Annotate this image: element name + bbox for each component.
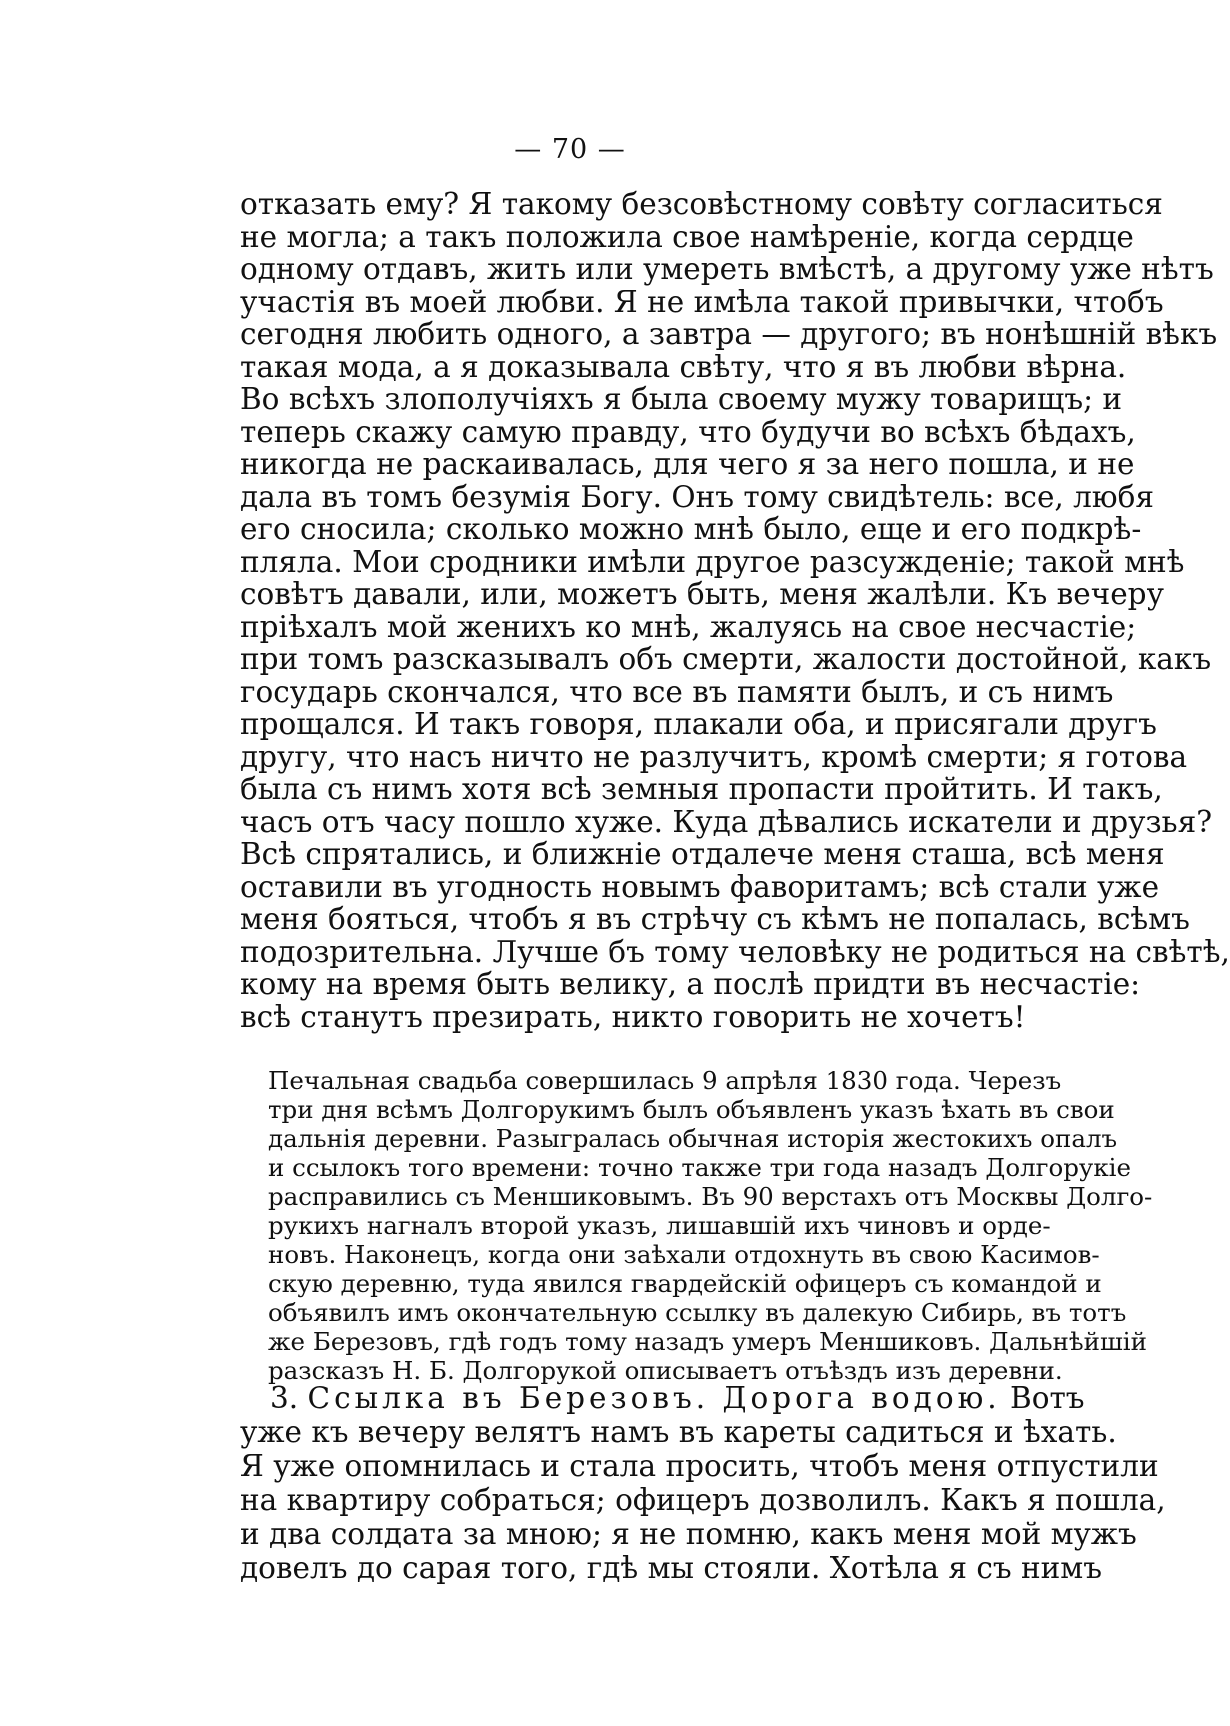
note-line: три дня всѣмъ Долгорукимъ былъ объявленъ указъ ѣхать въ свои [268, 1095, 1115, 1124]
note-line: разсказъ Н. Б. Долгорукой описываетъ отъѣздъ изъ деревни. [268, 1356, 1063, 1385]
text-line: уже къ вечеру велятъ намъ въ кареты садиться и ѣхать. [240, 1415, 1117, 1449]
text-line: подозрительна. Лучше бъ тому человѣку не родиться на свѣтѣ, [240, 934, 1230, 969]
section-3 [240, 1381, 1166, 1585]
text-line: его сносила; сколько можно мнѣ было, еще и его подкрѣ- [240, 512, 1142, 546]
note-line: рукихъ нагналъ второй указъ, лишавшій ихъ чиновъ и орде- [268, 1211, 1051, 1240]
main-text [240, 187, 1230, 1034]
section-heading-number: 3. [270, 1381, 299, 1415]
text-line: была съ нимъ хотя всѣ земныя пропасти пройтить. И такъ, [240, 772, 1163, 806]
text-line: и два солдата за мною; я не помню, какъ меня мой мужъ [240, 1517, 1137, 1551]
text-line: участія въ моей любви. Я не имѣла такой привычки, чтобъ [240, 284, 1164, 319]
note-line: расправились съ Меншиковымъ. Въ 90 верстахъ отъ Москвы Долго- [268, 1182, 1153, 1211]
text-line: Всѣ спрятались, и ближніе отдалече меня сташа, всѣ меня [240, 837, 1165, 871]
text-line: не могла; а такъ положила свое намѣреніе, когда сердце [240, 219, 1134, 254]
text-line: дала въ томъ безумія Богу. Онъ тому свидѣтель: все, любя [240, 479, 1154, 514]
section-heading: Ссылка въ Березовъ. Дорога водою. [307, 1381, 1001, 1415]
text-line: теперь скажу самую правду, что будучи во всѣхъ бѣдахъ, [240, 414, 1136, 449]
text-line: часъ отъ часу пошло хуже. Куда дѣвались искатели и друзья? [240, 804, 1213, 839]
note-line: новъ. Наконецъ, когда они заѣхали отдохнуть въ свою Касимов- [268, 1240, 1100, 1269]
section-heading-line [240, 1381, 1085, 1415]
text-line: довелъ до сарая того, гдѣ мы стояли. Хотѣла я съ нимъ [240, 1551, 1103, 1585]
text-line: пляла. Мои сродники имѣли другое разсужденіе; такой мнѣ [240, 544, 1185, 579]
note-line: же Березовъ, гдѣ годъ тому назадъ умеръ Меншиковъ. Дальнѣйшій [268, 1327, 1147, 1356]
note-line: Печальная свадьба совершилась 9 апрѣля 1830 года. Черезъ [268, 1066, 1062, 1095]
text-line: меня бояться, чтобъ я въ стрѣчу съ кѣмъ не попалась, всѣмъ [240, 902, 1190, 936]
note-line: объявилъ имъ окончательную ссылку въ далекую Сибирь, въ тотъ [268, 1298, 1127, 1327]
text-line: никогда не раскаивалась, для чего я за него пошла, и не [240, 447, 1135, 481]
text-line: сегодня любить одного, а завтра — другого; въ нонѣшній вѣкъ [240, 317, 1218, 351]
text-line: государь скончался, что все въ памяти былъ, и съ нимъ [240, 674, 1114, 709]
page-number: — 70 — [514, 134, 626, 165]
text-line: кому на время быть велику, а послѣ придти въ несчастіе: [240, 967, 1141, 1001]
text-line: Я уже опомнилась и стала просить, чтобъ меня отпустили [240, 1449, 1159, 1483]
text-line: такая мода, а я доказывала свѣту, что я въ любви вѣрна. [240, 349, 1127, 384]
text-line: пріѣхалъ мой женихъ ко мнѣ, жалуясь на свое несчастіе; [240, 609, 1137, 644]
note-line: и ссылокъ того времени: точно также три года назадъ Долгорукіе [268, 1153, 1131, 1182]
text-line: на квартиру собраться; офицеръ дозволилъ. Какъ я пошла, [240, 1483, 1166, 1517]
text-line: прощался. И такъ говоря, плакали оба, и присягали другъ [240, 707, 1157, 741]
note-line: скую деревню, туда явился гвардейскій офицеръ съ командой и [268, 1269, 1102, 1298]
text-line: совѣтъ давали, или, можетъ быть, меня жалѣли. Къ вечеру [240, 577, 1164, 611]
text-line: другу, что насъ ничто не разлучитъ, кромѣ смерти; я готова [240, 739, 1188, 774]
text-line: всѣ станутъ презирать, никто говорить не хочетъ! [240, 999, 1026, 1034]
text-line: при томъ разсказывалъ объ смерти, жалости достойной, какъ [240, 642, 1212, 676]
text-line: отказать ему? Я такому безсовѣстному совѣту согласиться [240, 187, 1163, 221]
editor-note [268, 1066, 1153, 1385]
text-line: оставили въ угодность новымъ фаворитамъ; всѣ стали уже [240, 869, 1160, 904]
note-line: дальнія деревни. Разыгралась обычная исторія жестокихъ опалъ [268, 1124, 1118, 1153]
text-line: одному отдавъ, жить или умереть вмѣстѣ, а другому уже нѣтъ [240, 252, 1214, 286]
section-first-words: Вотъ [1010, 1381, 1085, 1415]
text-line: Во всѣхъ злополучіяхъ я была своему мужу товарищъ; и [240, 382, 1123, 416]
